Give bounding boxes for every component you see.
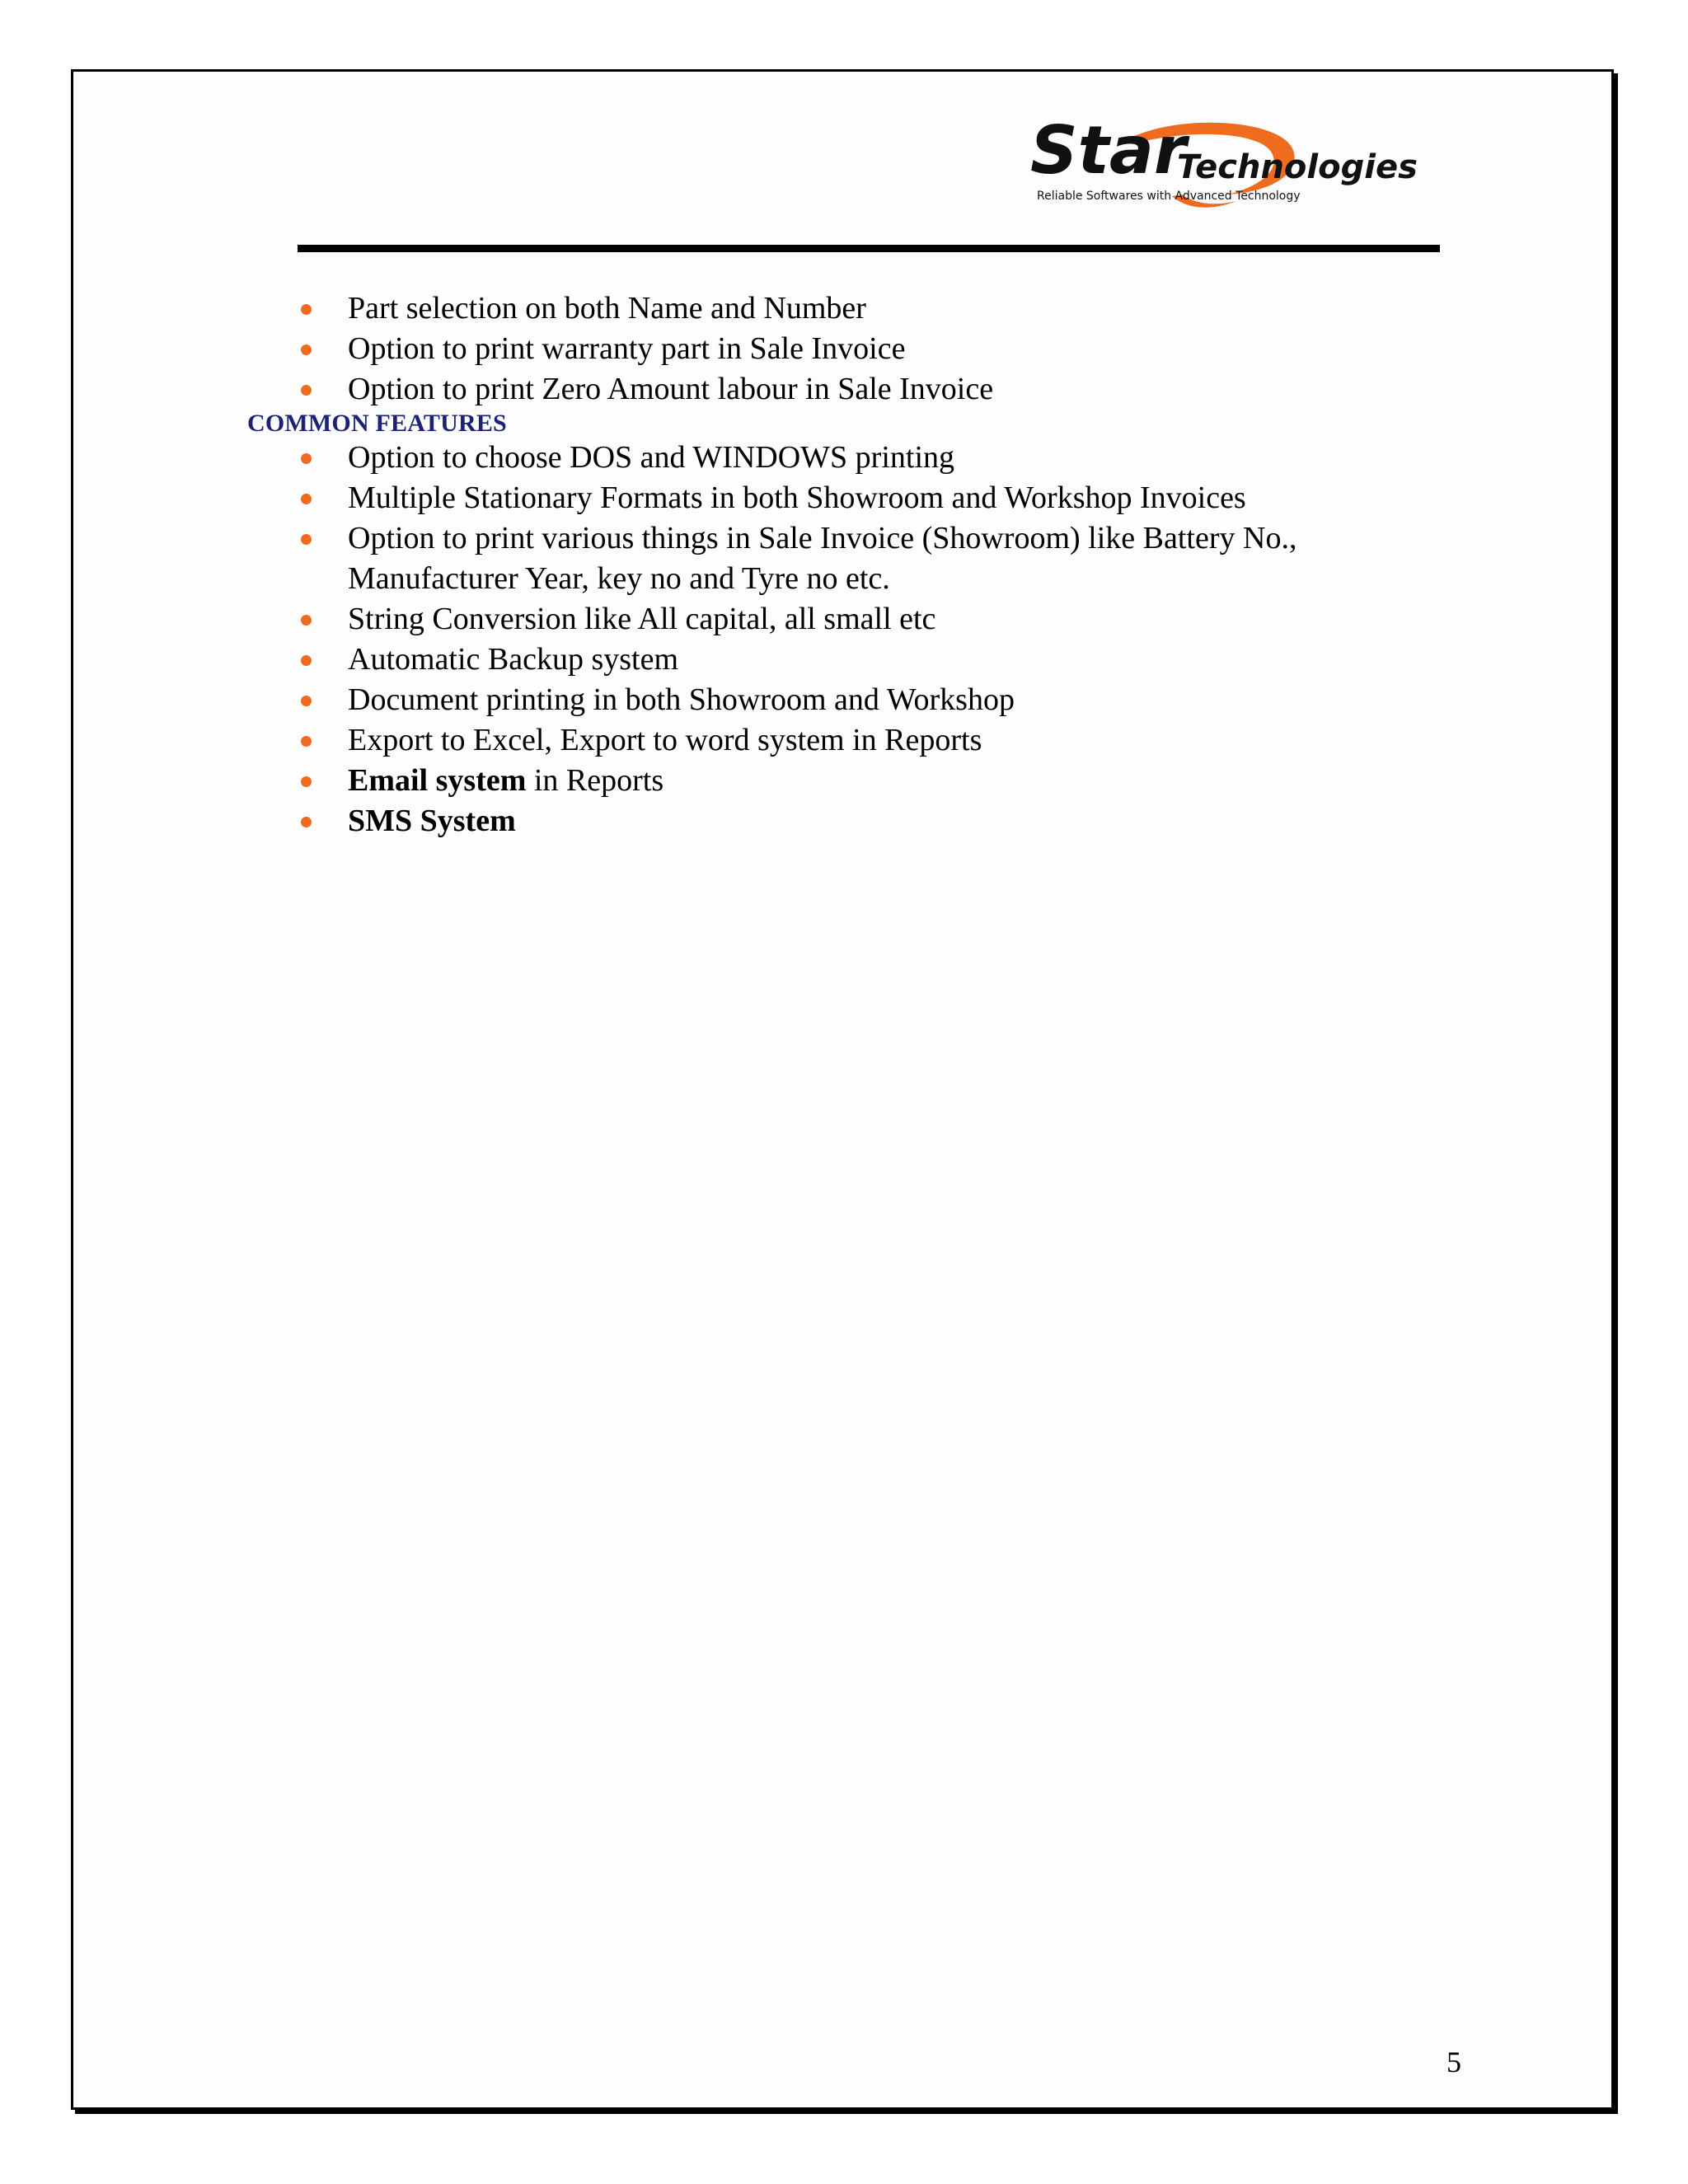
bullet-icon xyxy=(301,494,312,504)
list-item: SMS System xyxy=(247,801,1442,841)
logo-tagline: Reliable Softwares with Advanced Technology xyxy=(1037,190,1301,203)
list-item: String Conversion like All capital, all small etc xyxy=(247,599,1442,640)
list-item: Email system in Reports xyxy=(247,761,1442,801)
list-item: Automatic Backup system xyxy=(247,640,1442,680)
logo-brand-text: Star xyxy=(1030,112,1187,189)
feature-list-top xyxy=(247,288,1442,410)
common-features-list xyxy=(247,438,1442,841)
bullet-icon xyxy=(301,615,312,626)
star-technologies-logo xyxy=(1030,112,1418,214)
bullet-icon xyxy=(301,736,312,747)
list-item: Option to print Zero Amount labour in Sale Invoice xyxy=(247,369,1442,410)
list-item: Multiple Stationary Formats in both Showroom and Workshop Invoices xyxy=(247,478,1442,518)
bullet-icon xyxy=(301,696,312,706)
bullet-icon xyxy=(301,453,312,464)
list-item: Option to print various things in Sale Invoice (Showroom) like Battery No., Manufacturer Year, key no and Tyre no etc. xyxy=(247,518,1442,599)
list-item: Option to choose DOS and WINDOWS printing xyxy=(247,438,1442,478)
bullet-icon xyxy=(301,776,312,787)
bullet-icon xyxy=(301,344,312,355)
bullet-icon xyxy=(301,655,312,666)
common-features-heading: COMMON FEATURES xyxy=(247,410,507,437)
list-item: Export to Excel, Export to word system in Reports xyxy=(247,720,1442,761)
logo-word-text: Technologies xyxy=(1177,148,1418,186)
list-item: Option to print warranty part in Sale Invoice xyxy=(247,329,1442,369)
bullet-icon xyxy=(301,817,312,827)
document-body xyxy=(247,288,1442,841)
header-rule xyxy=(298,245,1440,252)
page-number: 5 xyxy=(1447,2046,1461,2079)
bullet-icon xyxy=(301,385,312,396)
bullet-icon xyxy=(301,304,312,315)
list-item: Document printing in both Showroom and Workshop xyxy=(247,680,1442,720)
bullet-icon xyxy=(301,534,312,545)
list-item: Part selection on both Name and Number xyxy=(247,288,1442,329)
